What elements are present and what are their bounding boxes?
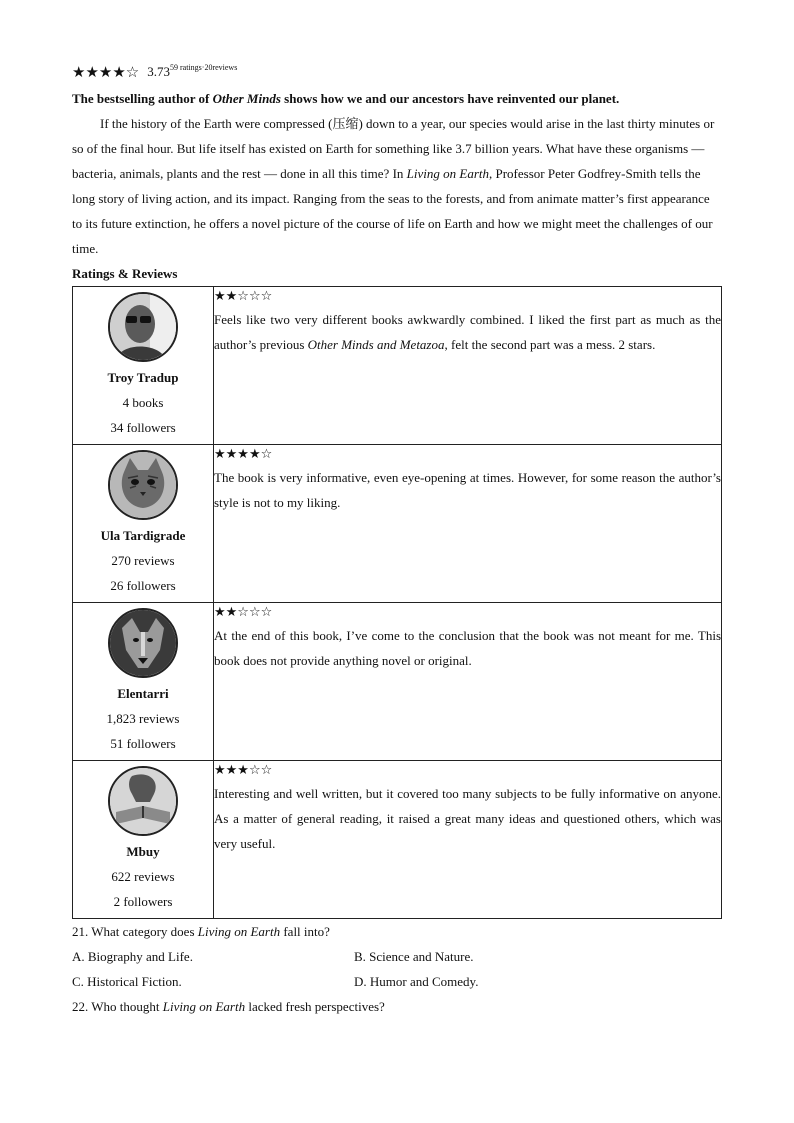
reviewer-reviews-count: 1,823 reviews: [106, 711, 180, 726]
review-text: Feels like two very different books awkwardly combined. I liked the first part as much as the author’s previous Other Minds and Metazoa, felt the second part was a mess. 2 stars.: [214, 312, 721, 352]
reviewer-followers: 26 followers: [110, 578, 176, 593]
reviews-table: [72, 286, 722, 919]
star-rating-icon: ★★★★☆: [72, 63, 140, 81]
wolf-avatar-icon: [108, 608, 178, 678]
question-21: 21. What category does Living on Earth fall into?: [72, 924, 330, 939]
book-description: If the history of the Earth were compressed (压缩) down to a year, our species would arise in the last thirty minutes or so of the final hour. But life itself has existed on Earth for something like 3.7 billion years. What have these organisms — bacteria, animals, plants and the rest — done in all this time? In Living on Earth, Professor Peter Godfrey-Smith tells the long story of living action, and its impact. Ranging from the seas to the forests, and from animate matter’s first appearance to its future extinction, he offers a novel picture of the course of life on Earth and how we might meet the challenges of our time.: [72, 116, 715, 256]
reviewer-name[interactable]: Ula Tardigrade: [100, 528, 186, 543]
book-rating-line: [72, 60, 722, 84]
reviewer-followers: 51 followers: [110, 736, 176, 751]
reader-with-book-avatar-icon: [108, 766, 178, 836]
review-cell: [214, 761, 722, 919]
review-text: Interesting and well written, but it covered too many subjects to be fully informative on anyone. As a matter of general reading, it raised a great many ideas and questioned others, which was very useful.: [214, 786, 721, 851]
reviewer-followers: 2 followers: [113, 894, 173, 909]
reviewer-name[interactable]: Troy Tradup: [107, 370, 179, 385]
review-row: [73, 445, 722, 603]
reviewer-followers: 34 followers: [110, 420, 176, 435]
review-text: The book is very informative, even eye-opening at times. However, for some reason the author’s style is not to my liking.: [214, 470, 721, 510]
review-row: [73, 603, 722, 761]
average-rating: 3.73: [147, 64, 170, 79]
section-title: Ratings & Reviews: [72, 266, 178, 281]
option-a[interactable]: A. Biography and Life.: [72, 949, 193, 964]
option-c[interactable]: C. Historical Fiction.: [72, 974, 182, 989]
reviewer-name[interactable]: Mbuy: [126, 844, 160, 859]
review-cell: [214, 287, 722, 445]
reviewer-reviews-count: 622 reviews: [111, 869, 175, 884]
review-star-rating-icon: ★★☆☆☆: [214, 605, 273, 620]
reviewer-cell: [73, 603, 214, 761]
ratings-count: 59 ratings·20reviews: [170, 62, 238, 72]
reviewer-name[interactable]: Elentarri: [117, 686, 169, 701]
review-star-rating-icon: ★★★★☆: [214, 447, 273, 462]
option-b[interactable]: B. Science and Nature.: [354, 949, 474, 964]
review-row: [73, 761, 722, 919]
document-page: [72, 60, 722, 1019]
question-22: 22. Who thought Living on Earth lacked fresh perspectives?: [72, 999, 385, 1014]
reviewer-cell: [73, 287, 214, 445]
reviewer-cell: [73, 445, 214, 603]
reviewer-reviews-count: 270 reviews: [111, 553, 175, 568]
review-star-rating-icon: ★★★☆☆: [214, 763, 273, 778]
question-21-options: [72, 944, 722, 994]
review-row: [73, 287, 722, 445]
reviewer-cell: [73, 761, 214, 919]
man-with-glasses-avatar-icon: [108, 292, 178, 362]
review-star-rating-icon: ★★☆☆☆: [214, 289, 273, 304]
book-headline: The bestselling author of Other Minds shows how we and our ancestors have reinvented our planet.: [72, 91, 620, 106]
review-cell: [214, 603, 722, 761]
option-d[interactable]: D. Humor and Comedy.: [354, 974, 479, 989]
review-text: At the end of this book, I’ve come to the conclusion that the book was not meant for me. This book does not provide anything novel or original.: [214, 628, 721, 668]
review-cell: [214, 445, 722, 603]
reviewer-books-count: 4 books: [122, 395, 164, 410]
cat-avatar-icon: [108, 450, 178, 520]
